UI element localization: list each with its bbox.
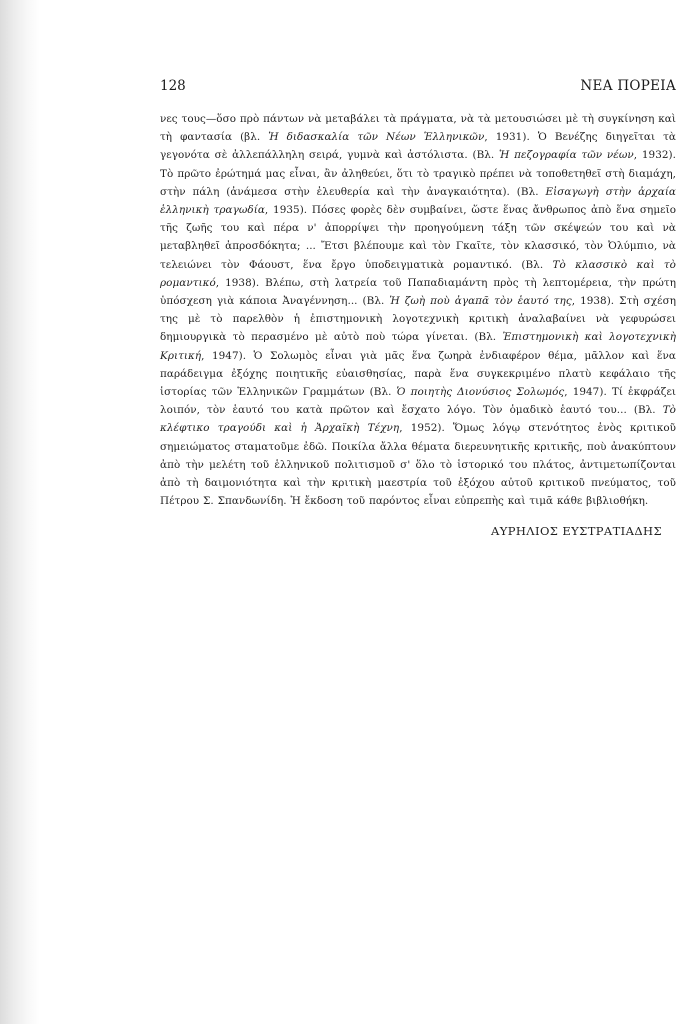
- text-run: , 1932). Τὸ πρῶτο ἐρώτημά μας εἶναι, ἂν ἀληθεύει, ὅτι τὸ τραγικὸ πρέπει νὰ τοποθετηθεῖ στὴ διαμάχη, στὴν πάλη (ἀνάμεσα στὴν ἐλευθερία καὶ τὴν ἀναγκαιότητα). (Βλ.: [160, 149, 676, 198]
- cited-work-title: Εἰσαγωγὴ στὴν ἀρχαία ἑλληνικὴ τραγωδία: [160, 185, 677, 217]
- running-title: ΝΕΑ ΠΟΡΕΙΑ: [580, 78, 676, 94]
- cited-work-title: Ὁ ποιητὴς Διονύσιος Σολωμός: [396, 386, 565, 399]
- cited-work-title: Τὸ κλασσικὸ καὶ τὸ ρομαντικό: [160, 258, 676, 289]
- page-header: [160, 78, 676, 100]
- cited-work-title: Ἡ πεζογραφία τῶν νέων: [499, 149, 634, 162]
- body-paragraph: [160, 110, 676, 510]
- book-page: [160, 78, 676, 538]
- text-run: , 1931). Ὁ Βενέζης διηγεῖται τὰ γεγονότα σὲ ἀλλεπάλληλη σειρά, γυμνὰ καὶ ἀστόλιστα. (Βλ.: [160, 131, 676, 162]
- text-run: , 1947). Τί ἐκφράζει λοιπόν, τὸν ἑαυτό του κατὰ πρῶτον καὶ ἔσχατο λόγο. Τὸν ὁμαδικὸ ἑαυτό του... (Βλ.: [160, 386, 677, 417]
- text-run: , 1935). Πόσες φορὲς δὲν συμβαίνει, ὥστε ἕνας ἄνθρωπος ἀπὸ ἕνα σημεῖο τῆς ζωῆς του καὶ πέρα ν' ἀπορρίψει τὴν προηγούμενη τάξη τῶν σκέψεών του καὶ νὰ μεταβληθεῖ ἀπροσδόκητα; ... Ἔτσι βλέπουμε καὶ τὸν Γκαῖτε, τὸν κλασσικό, τὸν Ὀλύμπιο, νὰ τελειώνει τὸν Φάουστ, ἕνα ἔργο ὑποδειγματικὰ ρομαντικό. (Βλ.: [160, 204, 677, 271]
- cited-work-title: Ἐπιστημονικὴ καὶ λογοτεχνικὴ Κριτική: [160, 331, 676, 362]
- text-run: , 1938). Βλέπω, στὴ λατρεία τοῦ Παπαδιαμάντη πρὸς τὴ λεπτομέρεια, τὴν πρώτη ὑπόσχεση γιὰ κάποια Ἀναγέννηση... (Βλ.: [160, 276, 676, 308]
- cited-work-title: Τὸ κλέφτικο τραγούδι καὶ ἡ Ἀρχαϊκὴ Τέχνη: [160, 404, 676, 435]
- cited-work-title: Ἡ διδασκαλία τῶν Νέων Ἑλληνικῶν: [268, 131, 485, 144]
- text-run: , 1947). Ὁ Σολωμὸς εἶναι γιὰ μᾶς ἕνα ζωηρὰ ἐνδιαφέρον θέμα, μᾶλλον καὶ ἕνα παράδειγμα ἐξόχης ποιητικῆς εὐαισθησίας, παρὰ ἕνα συγκεκριμένο πλατὺ κεφάλαιο τῆς ἱστορίας τῶν Ἑλληνικῶν Γραμμάτων (Βλ.: [160, 349, 676, 399]
- cited-work-title: Ἡ ζωὴ ποὺ ἀγαπᾶ τὸν ἑαυτό της: [389, 295, 572, 308]
- author-signature: ΑΥΡΗΛΙΟΣ ΕΥΣΤΡΑΤΙΑΔΗΣ: [491, 524, 662, 539]
- text-run: , 1938). Στὴ σχέση της μὲ τὸ παρελθὸν ἡ ἐπιστημονικὴ λογοτεχνικὴ κριτικὴ ἀναλαβαίνει νὰ γεφυρώσει δημιουργικὰ τὸ περασμένο μὲ αὐτὸ ποὺ τώρα γίνεται. (Βλ.: [160, 295, 676, 344]
- text-run: , 1952). Ὅμως λόγῳ στενότητος ἑνὸς κριτικοῦ σημειώματος σταματοῦμε ἐδῶ. Ποικίλα ἄλλα θέματα διερευνητικῆς κριτικῆς, ποὺ ἀνακύπτουν ἀπὸ τὴν μελέτη τοῦ ἑλληνικοῦ πολιτισμοῦ σ' ὅλο τὸ ἱστορικό του πλάτος, ἀντιμετωπίζονται ἀπὸ τὴ δαιμονιότητα καὶ τὴν κριτικὴ μαεστρία τοῦ ἐξόχου αὐτοῦ κριτικοῦ πνεύματος, τοῦ Πέτρου Σ. Σπανδωνίδη. Ἡ ἔκδοση τοῦ παρόντος εἶναι εὐπρεπὴς καὶ τιμᾶ κάθε βιβλιοθήκη.: [160, 422, 677, 508]
- page-number: 128: [160, 78, 186, 94]
- scan-edge-shadow: [0, 0, 40, 1024]
- text-run: νες τους—ὅσο πρὸ πάντων νὰ μεταβάλει τὰ πράγματα, νὰ τὰ μετουσιώσει μὲ τὴ συγκίνηση καὶ τὴ φαντασία (βλ.: [160, 113, 676, 144]
